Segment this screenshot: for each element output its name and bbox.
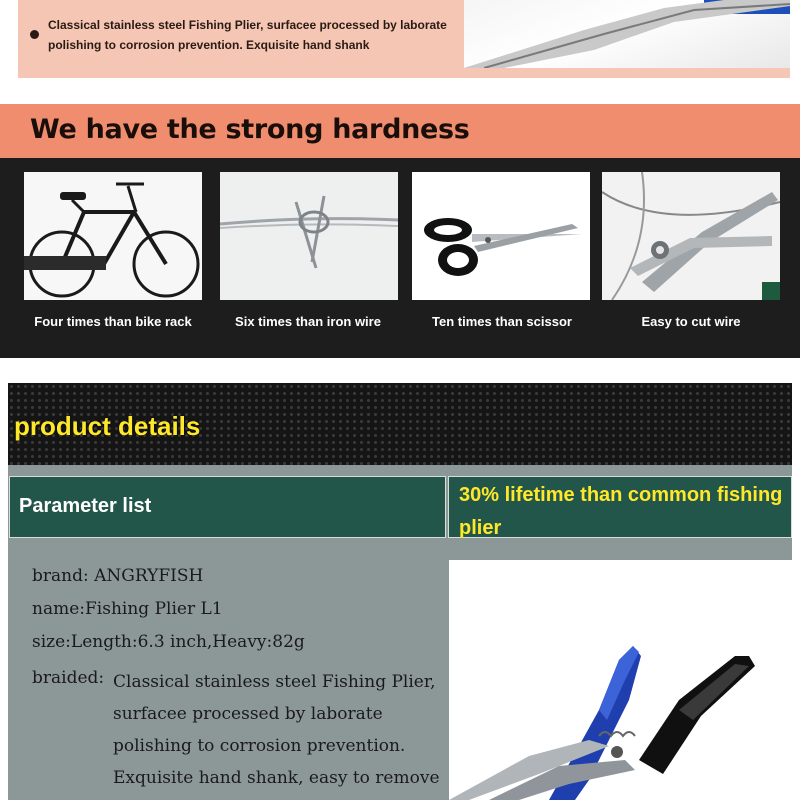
intro-band [0, 0, 800, 88]
hardness-caption-3: Ten times than scissor [432, 314, 572, 329]
hardness-caption-2: Six times than iron wire [235, 314, 381, 329]
scissors-photo [412, 172, 590, 300]
barbed-wire-photo [220, 172, 398, 300]
spec-braided-key: braided: [32, 668, 105, 688]
product-details-title: product details [14, 411, 201, 441]
product-details-header [8, 383, 792, 465]
spec-size: size:Length:6.3 inch,Heavy:82g [32, 632, 305, 652]
spec-brand: brand: ANGRYFISH [32, 566, 204, 586]
hardness-caption-1: Four times than bike rack [34, 314, 192, 329]
hardness-panel [0, 158, 800, 358]
intro-panel [18, 0, 790, 78]
intro-description: Classical stainless steel Fishing Plier, surfacee processed by laborate polishing to corrosion prevention. Exquisite hand shank [48, 18, 447, 52]
spec-name: name:Fishing Plier L1 [32, 599, 223, 619]
hardness-title: We have the strong hardness [30, 114, 470, 145]
bicycle-photo [24, 172, 202, 300]
plier-closeup-photo [464, 0, 790, 68]
hardness-banner [0, 104, 800, 158]
fishing-plier-photo [449, 560, 792, 800]
plier-cutting-wire-photo [602, 172, 780, 300]
spec-braided-value: Classical stainless steel Fishing Plier, surfacee processed by laborate polishing to corrosion prevention. Exquisite hand shank, easy to remove [113, 672, 440, 788]
bullet-icon [30, 30, 39, 39]
promo-tab [448, 476, 792, 538]
promo-text: 30% lifetime than common fishing plier [459, 484, 783, 539]
product-details-body [8, 465, 792, 800]
hardness-caption-4: Easy to cut wire [641, 314, 741, 329]
parameter-list-tab [9, 476, 446, 538]
parameter-list-label: Parameter list [19, 495, 152, 517]
